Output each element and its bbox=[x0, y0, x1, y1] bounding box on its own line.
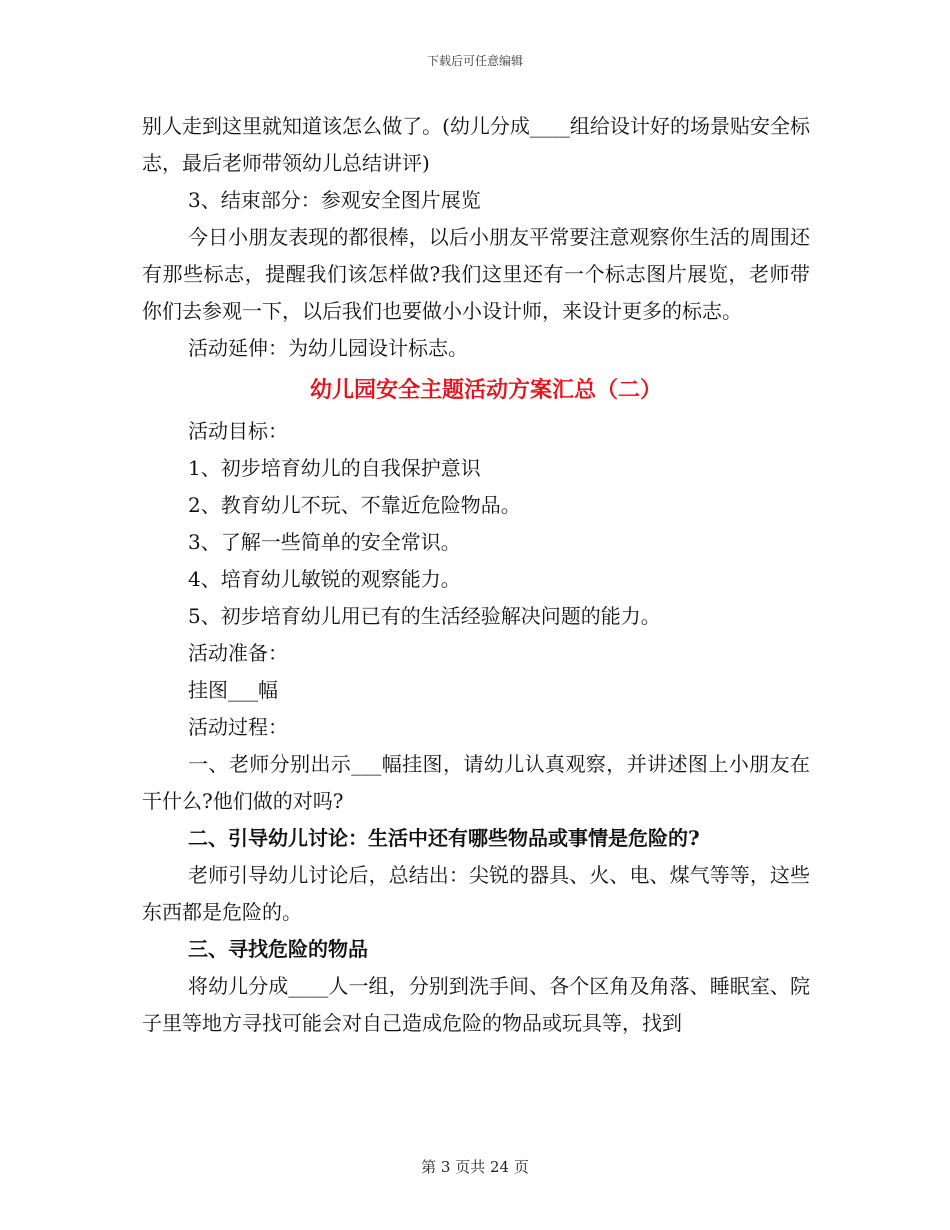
list-item: 3、了解一些简单的安全常识。 bbox=[188, 530, 461, 554]
paragraph: 将幼儿分成____人一组，分别到洗手间、各个区角及角落、睡眠室、院子里等地方寻找可能会对自己造成危险的物品或玩具等，找到 bbox=[142, 974, 810, 1035]
page-footer: 第 3 页共 24 页 bbox=[421, 1158, 529, 1176]
list-item: 5、初步培育幼儿用已有的生活经验解决问题的能力。 bbox=[188, 604, 661, 628]
paragraph: 活动目标： bbox=[188, 419, 288, 443]
list-item: 2、教育幼儿不玩、不靠近危险物品。 bbox=[188, 493, 521, 517]
paragraph: 老师引导幼儿讨论后，总结出：尖锐的器具、火、电、煤气等等，这些东西都是危险的。 bbox=[142, 863, 810, 924]
section-title: 幼儿园安全主题活动方案汇总（二） bbox=[309, 377, 662, 403]
paragraph: 活动延伸：为幼儿园设计标志。 bbox=[188, 336, 468, 360]
list-item: 1、初步培育幼儿的自我保护意识 bbox=[188, 456, 481, 480]
paragraph: 活动过程： bbox=[188, 715, 288, 739]
subheading: 三、寻找危险的物品 bbox=[188, 937, 368, 961]
paragraph: 别人走到这里就知道该怎么做了。(幼儿分成____组给设计好的场景贴安全标志，最后老师带领幼儿总结讲评) bbox=[142, 114, 810, 175]
paragraph: 挂图___幅 bbox=[188, 678, 278, 702]
subheading: 二、引导幼儿讨论：生活中还有哪些物品或事情是危险的? bbox=[188, 826, 700, 850]
paragraph: 一、老师分别出示___幅挂图，请幼儿认真观察，并讲述图上小朋友在干什么?他们做的对吗? bbox=[142, 752, 810, 813]
list-item: 4、培育幼儿敏锐的观察能力。 bbox=[188, 567, 461, 591]
paragraph: 活动准备： bbox=[188, 641, 288, 665]
paragraph: 今日小朋友表现的都很棒，以后小朋友平常要注意观察你生活的周围还有那些标志，提醒我们该怎样做?我们这里还有一个标志图片展览，老师带你们去参观一下，以后我们也要做小小设计师，来设计更多的标志。 bbox=[142, 225, 810, 323]
paragraph: 3、结束部分：参观安全图片展览 bbox=[188, 188, 481, 212]
document-body bbox=[142, 108, 810, 1042]
page-header: 下载后可任意编辑 bbox=[426, 54, 523, 68]
